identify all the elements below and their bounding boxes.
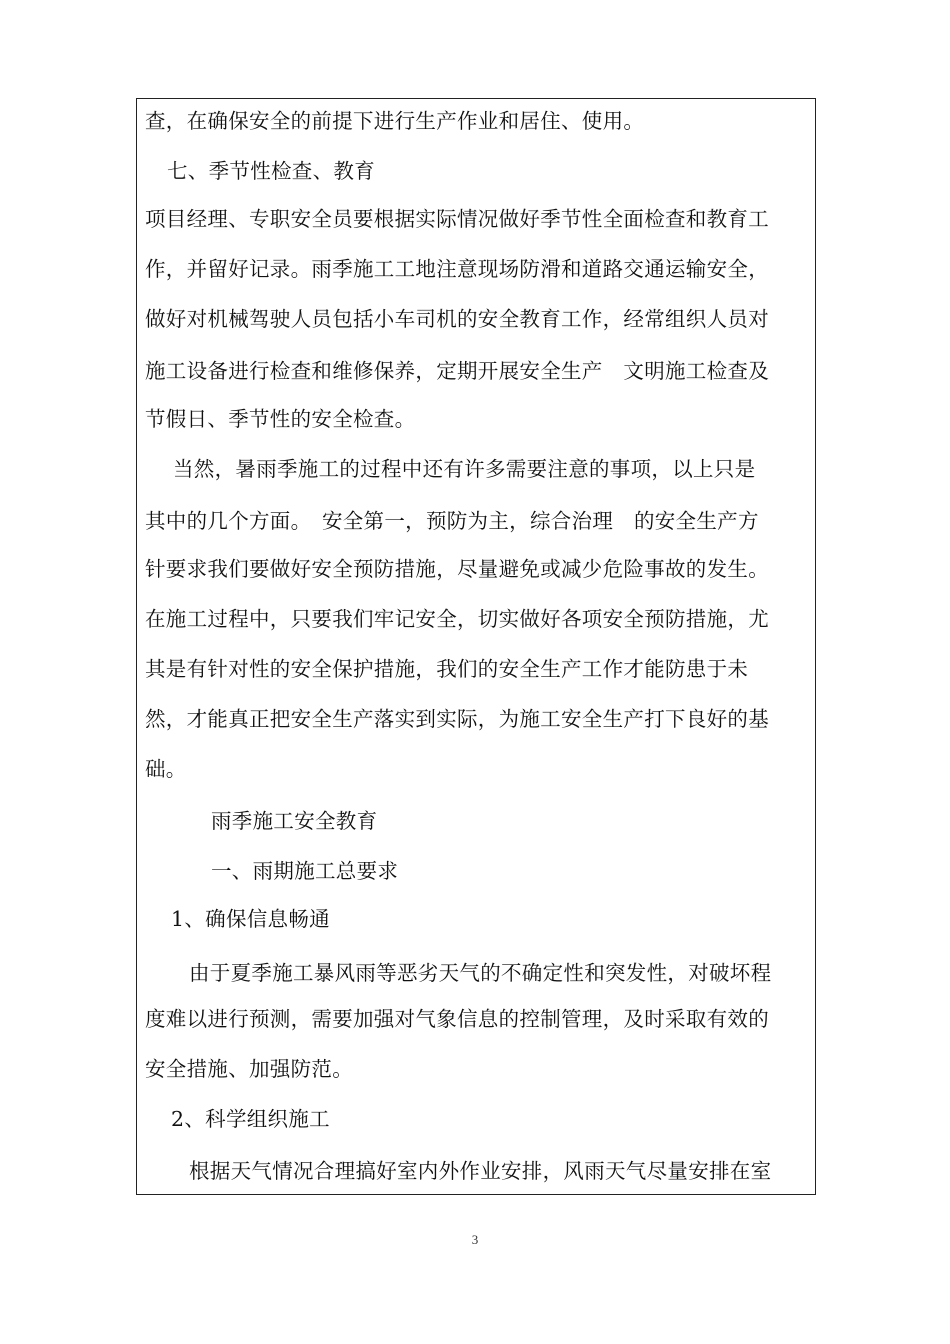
subheading-scientific-organization: 2、科学组织施工 bbox=[171, 1107, 330, 1131]
text-line-19: 度难以进行预测，需要加强对气象信息的控制管理，及时采取有效的 bbox=[145, 1007, 769, 1031]
text-line-13: 然，才能真正把安全生产落实到实际，为施工安全生产打下良好的基 bbox=[145, 707, 769, 731]
text-line-10: 针要求我们要做好安全预防措施，尽量避免或减少危险事故的发生。 bbox=[145, 557, 769, 581]
text-line-6: 施工设备进行检查和维修保养，定期开展安全生产 文明施工检查及 bbox=[145, 359, 769, 383]
subheading-information-flow: 1、确保信息畅通 bbox=[171, 907, 330, 931]
text-line-7: 节假日、季节性的安全检查。 bbox=[145, 407, 416, 431]
text-line-5: 做好对机械驾驶人员包括小车司机的安全教育工作，经常组织人员对 bbox=[145, 307, 769, 331]
text-line-4: 作，并留好记录。雨季施工工地注意现场防滑和道路交通运输安全， bbox=[145, 257, 769, 281]
text-line-18: 由于夏季施工暴风雨等恶劣天气的不确定性和突发性，对破坏程 bbox=[189, 961, 772, 985]
text-line-20: 安全措施、加强防范。 bbox=[145, 1057, 353, 1081]
document-frame bbox=[136, 98, 816, 1195]
text-line-11: 在施工过程中，只要我们牢记安全，切实做好各项安全预防措施，尤 bbox=[145, 607, 769, 631]
text-line-22: 根据天气情况合理搞好室内外作业安排，风雨天气尽量安排在室 bbox=[189, 1159, 772, 1183]
page-number: 3 bbox=[471, 1232, 479, 1247]
text-line-8: 当然，暑雨季施工的过程中还有许多需要注意的事项，以上只是 bbox=[173, 457, 756, 481]
section-heading-general-requirements: 一、雨期施工总要求 bbox=[211, 859, 399, 883]
text-line-1: 查，在确保安全的前提下进行生产作业和居住、使用。 bbox=[145, 109, 645, 133]
text-line-9: 其中的几个方面。 安全第一，预防为主，综合治理 的安全生产方 bbox=[145, 509, 759, 533]
section-title-rainy-season-safety: 雨季施工安全教育 bbox=[211, 809, 378, 833]
text-line-3: 项目经理、专职安全员要根据实际情况做好季节性全面检查和教育工 bbox=[145, 207, 769, 231]
text-line-12: 其是有针对性的安全保护措施，我们的安全生产工作才能防患于未 bbox=[145, 657, 749, 681]
section-heading-seasonal-inspection: 七、季节性检查、教育 bbox=[167, 159, 375, 183]
text-line-14: 础。 bbox=[145, 757, 187, 781]
